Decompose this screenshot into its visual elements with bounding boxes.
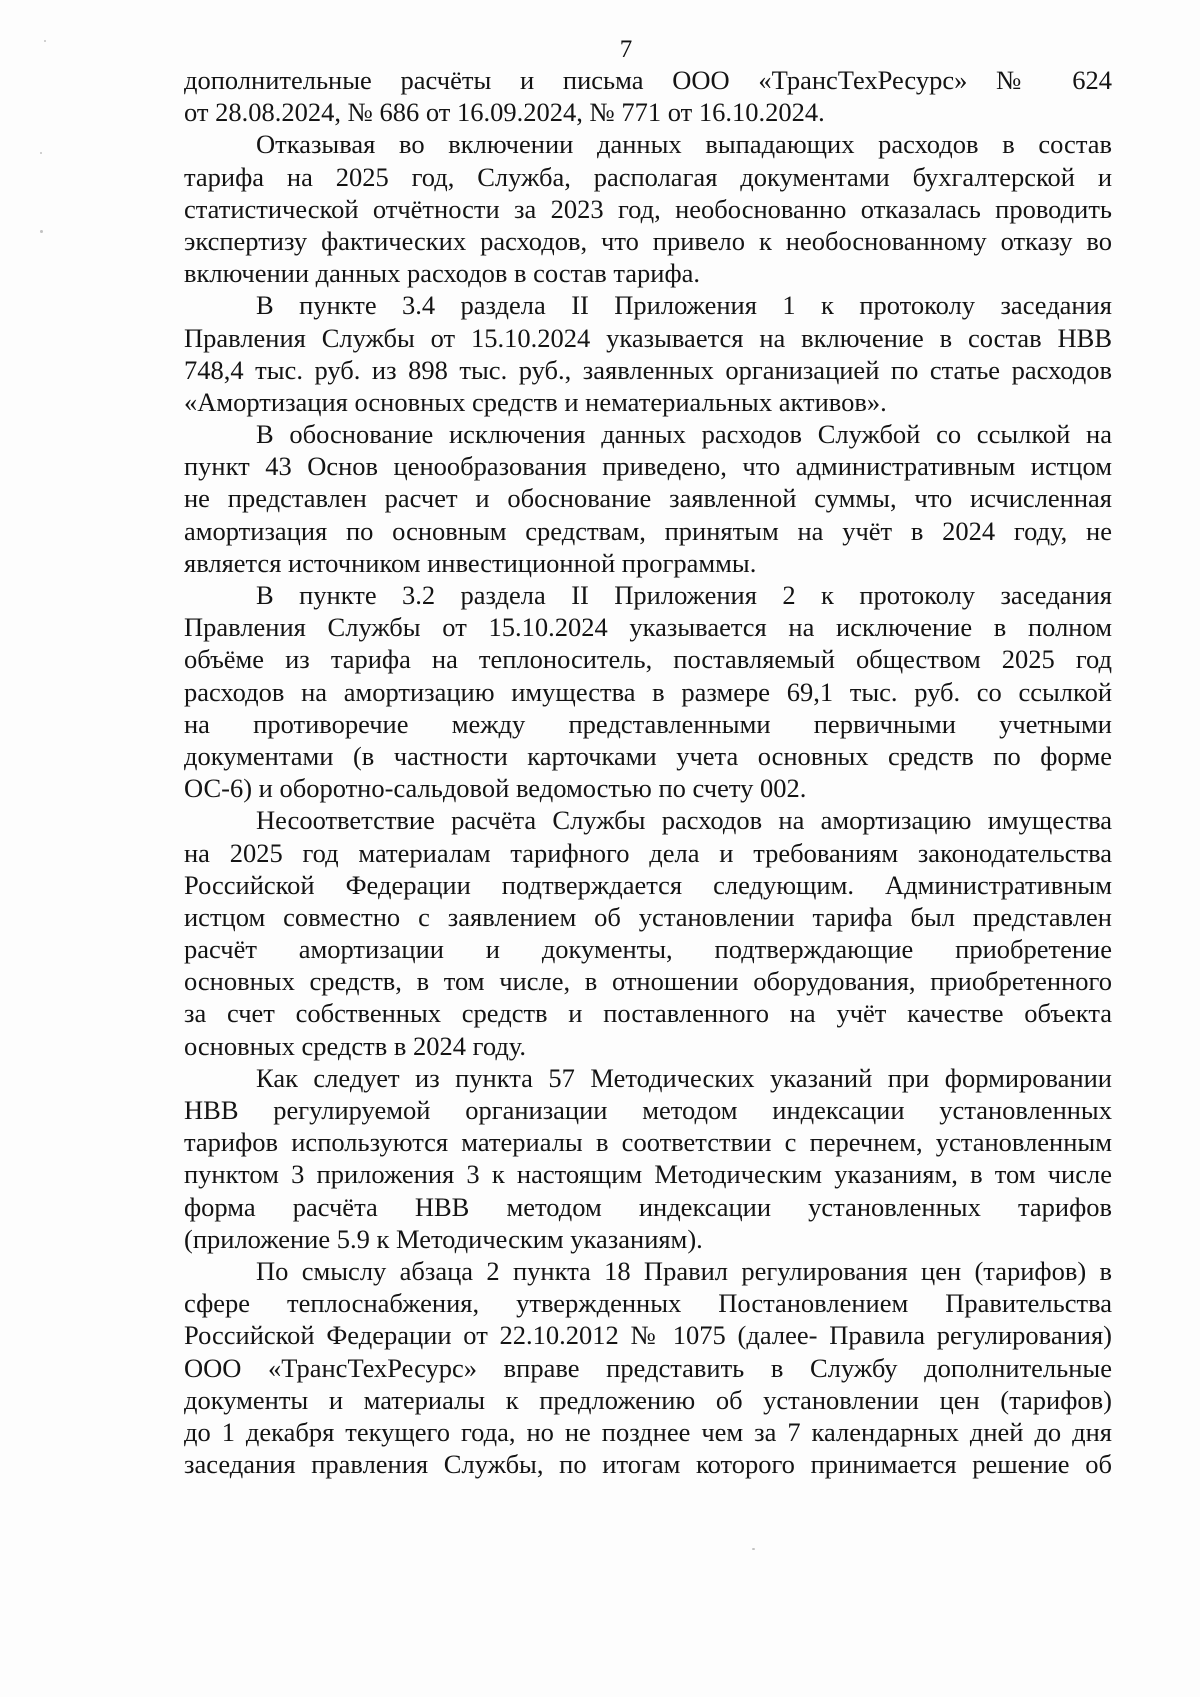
text-line: тарифа на 2025 год, Служба, располагая документами бухгалтерской и [184, 161, 1112, 192]
text-line: за счет собственных средств и поставленного на учёт качестве объекта [184, 998, 1112, 1029]
page-number: 7 [619, 36, 633, 63]
text-line: экспертизу фактических расходов, что привело к необоснованному отказу во [184, 225, 1112, 256]
paragraph [184, 804, 1112, 1062]
scan-speck [752, 1548, 755, 1550]
text-line: заседания правления Службы, по итогам которого принимается решение об [184, 1449, 1112, 1480]
text-line: основных средств в 2024 году. [184, 1030, 527, 1061]
text-line: документами (в частности карточками учета основных средств по форме [184, 740, 1112, 771]
text-line: В обоснование исключения данных расходов Службой со ссылкой на [256, 419, 1112, 450]
paragraph [184, 418, 1112, 579]
text-line: статистической отчётности за 2023 год, необоснованно отказалась проводить [184, 193, 1112, 224]
text-line: НВВ регулируемой организации методом индексации установленных [184, 1095, 1112, 1125]
paragraph [184, 1255, 1112, 1480]
paragraph [184, 289, 1112, 418]
text-line: документы и материалы к предложению об установлении цен (тарифов) [184, 1384, 1112, 1415]
text-line: расчёт амортизации и документы, подтверждающие приобретение [184, 934, 1112, 965]
paragraph [184, 64, 1112, 128]
text-line: Несоответствие расчёта Службы расходов на амортизацию имущества [256, 805, 1112, 836]
text-line: Правления Службы от 15.10.2024 указывается на включение в состав НВВ [184, 322, 1112, 353]
text-line: В пункте 3.2 раздела II Приложения 2 к протоколу заседания [256, 580, 1112, 610]
text-line: включении данных расходов в состав тарифа. [184, 258, 700, 289]
text-line: Российской Федерации подтверждается следующим. Административным [184, 869, 1112, 900]
text-line: ОС-6) и оборотно-сальдовой ведомостью по счету 002. [184, 773, 807, 804]
text-line: ООО «ТрансТехРесурс» вправе представить в Службу дополнительные [184, 1352, 1112, 1383]
text-line: до 1 декабря текущего года, но не позднее чем за 7 календарных дней до дня [184, 1416, 1112, 1447]
scan-speck [44, 40, 46, 42]
scan-speck [40, 230, 43, 233]
paragraph [184, 579, 1112, 804]
text-line: В пункте 3.4 раздела II Приложения 1 к протоколу заседания [256, 290, 1112, 321]
text-line: «Амортизация основных средств и нематериальных активов». [184, 386, 887, 417]
text-line: Отказывая во включении данных выпадающих расходов в состав [256, 129, 1112, 160]
scan-speck [40, 152, 42, 154]
text-line: дополнительные расчёты и письма ООО «ТрансТехРесурс» № 624 [184, 65, 1112, 95]
document-body [184, 64, 1112, 1480]
text-line: не представлен расчет и обоснование заявленной суммы, что исчисленная [184, 483, 1112, 514]
text-line: амортизация по основным средствам, принятым на учёт в 2024 году, не [184, 515, 1112, 546]
text-line: По смыслу абзаца 2 пункта 18 Правил регулирования цен (тарифов) в [256, 1255, 1112, 1286]
text-line: от 28.08.2024, № 686 от 16.09.2024, № 771 от 16.10.2024. [184, 97, 825, 128]
text-line: пункт 43 Основ ценообразования приведено, что административным истцом [184, 451, 1112, 482]
text-line: основных средств, в том числе, в отношении оборудования, приобретенного [184, 966, 1112, 997]
text-line: (приложение 5.9 к Методическим указаниям). [184, 1223, 703, 1254]
text-line: тарифов используются материалы в соответствии с перечнем, установленным [184, 1127, 1112, 1158]
text-line: на 2025 год материалам тарифного дела и требованиям законодательства [184, 837, 1112, 868]
text-line: объёме из тарифа на теплоноситель, поставляемый обществом 2025 год [184, 644, 1112, 675]
paragraph [184, 1062, 1112, 1255]
text-line: является источником инвестиционной программы. [184, 547, 757, 578]
text-line: Как следует из пункта 57 Методических указаний при формировании [256, 1062, 1112, 1093]
text-line: форма расчёта НВВ методом индексации установленных тарифов [184, 1191, 1112, 1222]
text-line: истцом совместно с заявлением об установлении тарифа был представлен [184, 901, 1112, 932]
text-line: сфере теплоснабжения, утвержденных Постановлением Правительства [184, 1288, 1112, 1319]
text-line: Правления Службы от 15.10.2024 указывается на исключение в полном [184, 612, 1112, 643]
text-line: Российской Федерации от 22.10.2012 № 1075 (далее- Правила регулирования) [184, 1320, 1112, 1351]
text-line: 748,4 тыс. руб. из 898 тыс. руб., заявленных организацией по статье расходов [184, 354, 1112, 385]
paragraph [184, 128, 1112, 289]
text-line: на противоречие между представленными первичными учетными [184, 708, 1112, 739]
text-line: расходов на амортизацию имущества в размере 69,1 тыс. руб. со ссылкой [184, 676, 1112, 707]
text-line: пунктом 3 приложения 3 к настоящим Методическим указаниям, в том числе [184, 1159, 1112, 1190]
